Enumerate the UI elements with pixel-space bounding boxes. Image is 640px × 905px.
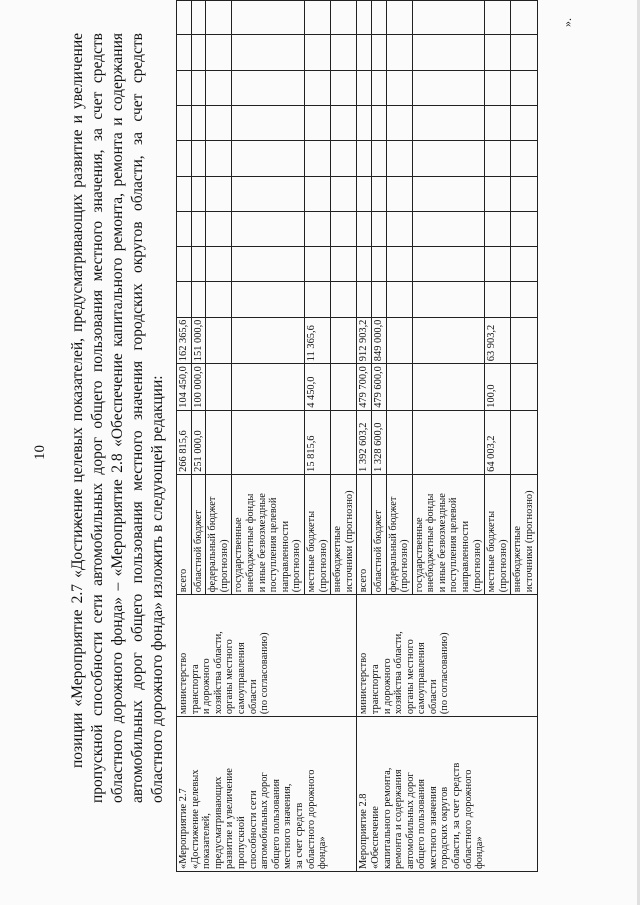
- empty-cell: [232, 176, 305, 211]
- empty-cell: [191, 176, 206, 211]
- empty-cell: [412, 211, 485, 246]
- empty-cell: [485, 106, 511, 141]
- empty-cell: [191, 282, 206, 317]
- empty-cell: [191, 106, 206, 141]
- empty-cell: [304, 282, 330, 317]
- funding-source-cell: всего: [357, 474, 372, 594]
- empty-cell: [371, 106, 386, 141]
- empty-cell: [232, 106, 305, 141]
- empty-cell: [357, 35, 372, 70]
- empty-cell: [485, 247, 511, 282]
- amount-cell: [206, 317, 232, 364]
- empty-cell: [206, 247, 232, 282]
- amount-cell: [232, 410, 305, 474]
- intro-paragraph: [68, 33, 168, 803]
- empty-cell: [371, 176, 386, 211]
- empty-cell: [371, 70, 386, 105]
- empty-cell: [371, 1, 386, 36]
- empty-cell: [357, 247, 372, 282]
- empty-cell: [304, 106, 330, 141]
- funding-source-cell: внебюджетные источники (прогнозно): [331, 474, 357, 594]
- empty-cell: [331, 70, 357, 105]
- amount-cell: 63 903,2: [485, 317, 511, 364]
- executor-cell: министерство транспорта и дорожного хозяйства области, органы местного самоуправления области (по согласованию): [357, 595, 537, 717]
- amount-cell: 849 000,0: [371, 317, 386, 364]
- empty-cell: [511, 35, 537, 70]
- funding-source-cell: местные бюджеты (прогнозно): [485, 474, 511, 594]
- empty-cell: [331, 176, 357, 211]
- empty-cell: [206, 1, 232, 36]
- empty-cell: [511, 282, 537, 317]
- amount-cell: 4 450,0: [304, 364, 330, 411]
- empty-cell: [412, 70, 485, 105]
- amount-cell: 64 003,2: [485, 410, 511, 474]
- empty-cell: [371, 247, 386, 282]
- empty-cell: [511, 1, 537, 36]
- empty-cell: [412, 282, 485, 317]
- funding-table: [176, 0, 538, 872]
- empty-cell: [331, 211, 357, 246]
- empty-cell: [412, 106, 485, 141]
- executor-cell: министерство транспорта и дорожного хозяйства области, органы местного самоуправления области (по согласованию): [177, 595, 357, 717]
- amount-cell: [386, 317, 412, 364]
- empty-cell: [232, 211, 305, 246]
- empty-cell: [177, 106, 192, 141]
- empty-cell: [386, 106, 412, 141]
- empty-cell: [331, 247, 357, 282]
- amount-cell: [331, 317, 357, 364]
- empty-cell: [206, 176, 232, 211]
- empty-cell: [177, 70, 192, 105]
- empty-cell: [206, 106, 232, 141]
- empty-cell: [206, 141, 232, 176]
- empty-cell: [357, 176, 372, 211]
- table-row: [177, 1, 192, 872]
- empty-cell: [412, 1, 485, 36]
- amount-cell: 15 815,6: [304, 410, 330, 474]
- amount-cell: 151 000,0: [191, 317, 206, 364]
- amount-cell: [412, 410, 485, 474]
- empty-cell: [304, 35, 330, 70]
- funding-source-cell: всего: [177, 474, 192, 594]
- empty-cell: [206, 282, 232, 317]
- funding-source-cell: государственные внебюджетные фонды и иные безвозмездные поступления целевой направленности (прогнозно): [232, 474, 305, 594]
- empty-cell: [357, 70, 372, 105]
- funding-table-body: [177, 1, 538, 872]
- empty-cell: [331, 1, 357, 36]
- empty-cell: [511, 211, 537, 246]
- empty-cell: [304, 141, 330, 176]
- empty-cell: [304, 176, 330, 211]
- empty-cell: [232, 141, 305, 176]
- empty-cell: [485, 70, 511, 105]
- measure-name-cell: «Мероприятие 2.7 «Достижение целевых показателей, предусматривающих развитие и увеличение пропускной способности сети автомобильных дорог общего пользования местного значения, за счет средств областного дорожного фонда»: [177, 717, 357, 872]
- empty-cell: [357, 106, 372, 141]
- funding-source-cell: областной бюджет: [371, 474, 386, 594]
- empty-cell: [357, 211, 372, 246]
- empty-cell: [371, 282, 386, 317]
- empty-cell: [331, 141, 357, 176]
- amount-cell: [386, 410, 412, 474]
- empty-cell: [412, 35, 485, 70]
- empty-cell: [191, 141, 206, 176]
- amount-cell: [331, 410, 357, 474]
- amount-cell: 251 000,0: [191, 410, 206, 474]
- empty-cell: [386, 247, 412, 282]
- amount-cell: 162 365,6: [177, 317, 192, 364]
- empty-cell: [191, 70, 206, 105]
- empty-cell: [412, 176, 485, 211]
- measure-name-cell: Мероприятие 2.8 «Обеспечение капитального ремонта, ремонта и содержания автомобильных дорог общего пользования местного значения городских округов области, за счет средств областного дорожного фонда»: [357, 717, 537, 872]
- empty-cell: [191, 1, 206, 36]
- amount-cell: 100,0: [485, 364, 511, 411]
- empty-cell: [177, 1, 192, 36]
- empty-cell: [371, 141, 386, 176]
- empty-cell: [357, 1, 372, 36]
- closing-quote-mark: ».: [560, 18, 574, 27]
- empty-cell: [177, 282, 192, 317]
- empty-cell: [191, 247, 206, 282]
- empty-cell: [386, 35, 412, 70]
- funding-source-cell: федеральный бюджет (прогнозно): [206, 474, 232, 594]
- amount-cell: [511, 410, 537, 474]
- empty-cell: [485, 176, 511, 211]
- empty-cell: [206, 70, 232, 105]
- empty-cell: [191, 35, 206, 70]
- empty-cell: [232, 1, 305, 36]
- empty-cell: [206, 35, 232, 70]
- empty-cell: [386, 1, 412, 36]
- empty-cell: [331, 282, 357, 317]
- empty-cell: [386, 211, 412, 246]
- empty-cell: [206, 211, 232, 246]
- empty-cell: [177, 211, 192, 246]
- empty-cell: [232, 35, 305, 70]
- empty-cell: [331, 106, 357, 141]
- empty-cell: [511, 141, 537, 176]
- empty-cell: [511, 106, 537, 141]
- amount-cell: 100 000,0: [191, 364, 206, 411]
- amount-cell: 1 392 603,2: [357, 410, 372, 474]
- funding-source-cell: внебюджетные источники (прогнозно): [511, 474, 537, 594]
- page-number: 10: [32, 445, 48, 460]
- amount-cell: 266 815,6: [177, 410, 192, 474]
- empty-cell: [386, 141, 412, 176]
- empty-cell: [511, 176, 537, 211]
- empty-cell: [371, 211, 386, 246]
- amount-cell: [206, 410, 232, 474]
- amount-cell: [206, 364, 232, 411]
- empty-cell: [386, 282, 412, 317]
- amount-cell: 1 328 600,0: [371, 410, 386, 474]
- empty-cell: [412, 141, 485, 176]
- amount-cell: [511, 317, 537, 364]
- empty-cell: [511, 70, 537, 105]
- empty-cell: [485, 1, 511, 36]
- table-row: [357, 1, 372, 872]
- amount-cell: [412, 364, 485, 411]
- empty-cell: [357, 282, 372, 317]
- empty-cell: [304, 211, 330, 246]
- empty-cell: [232, 247, 305, 282]
- empty-cell: [304, 70, 330, 105]
- funding-source-cell: местные бюджеты (прогнозно): [304, 474, 330, 594]
- amount-cell: [232, 364, 305, 411]
- amount-cell: 912 903,2: [357, 317, 372, 364]
- empty-cell: [485, 282, 511, 317]
- empty-cell: [357, 141, 372, 176]
- amount-cell: [386, 364, 412, 411]
- empty-cell: [232, 282, 305, 317]
- empty-cell: [371, 35, 386, 70]
- empty-cell: [177, 141, 192, 176]
- empty-cell: [304, 247, 330, 282]
- empty-cell: [485, 211, 511, 246]
- empty-cell: [177, 176, 192, 211]
- amount-cell: 479 600,0: [371, 364, 386, 411]
- empty-cell: [177, 247, 192, 282]
- amount-cell: 479 700,0: [357, 364, 372, 411]
- empty-cell: [386, 176, 412, 211]
- funding-source-cell: федеральный бюджет (прогнозно): [386, 474, 412, 594]
- empty-cell: [331, 35, 357, 70]
- amount-cell: 104 450,0: [177, 364, 192, 411]
- amount-cell: [331, 364, 357, 411]
- funding-source-cell: государственные внебюджетные фонды и иные безвозмездные поступления целевой направленности (прогнозно): [412, 474, 485, 594]
- empty-cell: [177, 35, 192, 70]
- intro-text: позиции «Мероприятие 2.7 «Достижение целевых показателей, предусматривающих развитие и увеличение пропускной способности сети автомобильных дорог общего пользования местного значения, за счет средств областного дорожного фонда» – «Мероприятие 2.8 «Обеспечение капитального ремонта, ремонта и содержания автомобильных дорог общего пользования местного значения городских округов области, за счет средств областного дорожного фонда» изложить в следующей редакции:: [69, 33, 166, 803]
- amount-cell: 11 365,6: [304, 317, 330, 364]
- amount-cell: [511, 364, 537, 411]
- empty-cell: [485, 141, 511, 176]
- empty-cell: [412, 247, 485, 282]
- empty-cell: [191, 211, 206, 246]
- empty-cell: [511, 247, 537, 282]
- funding-source-cell: областной бюджет: [191, 474, 206, 594]
- empty-cell: [386, 70, 412, 105]
- empty-cell: [485, 35, 511, 70]
- empty-cell: [232, 70, 305, 105]
- amount-cell: [412, 317, 485, 364]
- empty-cell: [304, 1, 330, 36]
- amount-cell: [232, 317, 305, 364]
